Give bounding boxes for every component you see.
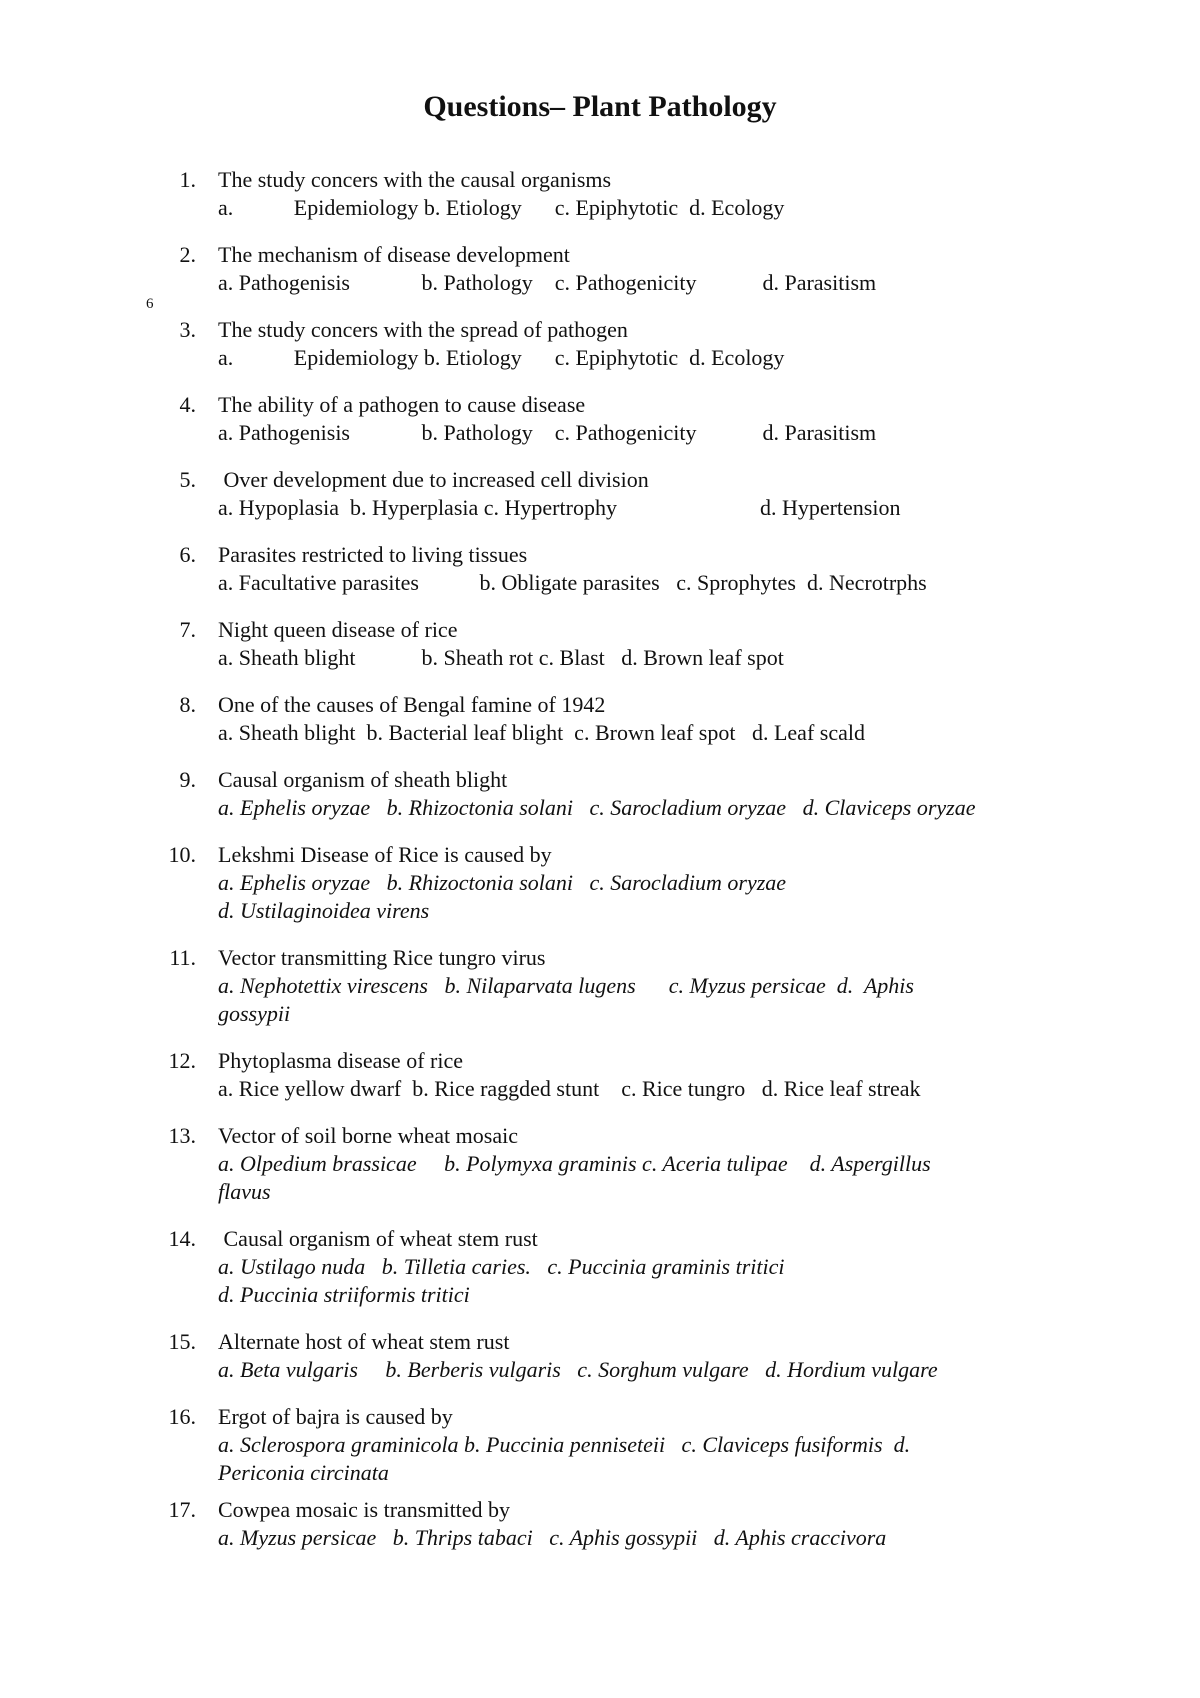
question-number: 14. (168, 1226, 196, 1251)
answer-options (218, 869, 1058, 925)
answer-options (218, 344, 1058, 372)
question-stem: Night queen disease of rice (218, 617, 458, 642)
answer-option-line: a. Ephelis oryzae b. Rhizoctonia solani c. Sarocladium oryzae (218, 870, 787, 895)
question-number: 3. (179, 317, 196, 342)
question-stem: Over development due to increased cell division (218, 467, 649, 492)
answer-option-line: a. Myzus persicae b. Thrips tabaci c. Aphis gossypii d. Aphis craccivora (218, 1525, 887, 1550)
answer-options (218, 194, 1058, 222)
question-number: 11. (169, 945, 196, 970)
answer-option-line: a. Pathogenisis b. Pathology c. Pathogenicity d. Parasitism (218, 420, 877, 445)
question-number: 12. (168, 1048, 196, 1073)
question-stem: Phytoplasma disease of rice (218, 1048, 463, 1073)
answer-option-line: a. Sheath blight b. Sheath rot c. Blast d. Brown leaf spot (218, 645, 784, 670)
answer-options (218, 1253, 1058, 1309)
answer-option-line: d. Ustilaginoidea virens (218, 898, 430, 923)
answer-option-line: Periconia circinata (218, 1460, 389, 1485)
answer-option-line: a. Ephelis oryzae b. Rhizoctonia solani c. Sarocladium oryzae d. Claviceps oryzae (218, 795, 976, 820)
answer-option-line: a. Epidemiology b. Etiology c. Epiphytotic d. Ecology (218, 195, 785, 220)
question-stem: Causal organism of wheat stem rust (218, 1226, 538, 1251)
question-number: 17. (168, 1497, 196, 1522)
answer-option-line: a. Hypoplasia b. Hyperplasia c. Hypertrophy d. Hypertension (218, 495, 901, 520)
question-number: 1. (179, 167, 196, 192)
answer-option-line: a. Beta vulgaris b. Berberis vulgaris c. Sorghum vulgare d. Hordium vulgare (218, 1357, 938, 1382)
question-stem: The study concers with the causal organisms (218, 167, 612, 192)
question-number: 16. (168, 1404, 196, 1429)
question-stem: Parasites restricted to living tissues (218, 542, 528, 567)
answer-options (218, 1356, 1058, 1384)
question-number: 5. (179, 467, 196, 492)
question-number: 4. (179, 392, 196, 417)
answer-option-line: a. Pathogenisis b. Pathology c. Pathogenicity d. Parasitism (218, 270, 877, 295)
answer-options (218, 1431, 1058, 1487)
question-number: 2. (179, 242, 196, 267)
question-number: 10. (168, 842, 196, 867)
answer-options (218, 719, 1058, 747)
answer-options (218, 972, 1058, 1028)
answer-option-line: gossypii (218, 1001, 291, 1026)
answer-options (218, 794, 1058, 822)
answer-options (218, 419, 1058, 447)
question-stem: Causal organism of sheath blight (218, 767, 508, 792)
question-stem: Alternate host of wheat stem rust (218, 1329, 510, 1354)
question-stem: Cowpea mosaic is transmitted by (218, 1497, 511, 1522)
answer-option-line: a. Epidemiology b. Etiology c. Epiphytotic d. Ecology (218, 345, 785, 370)
answer-option-line: a. Olpedium brassicae b. Polymyxa graminis c. Aceria tulipae d. Aspergillus (218, 1151, 931, 1176)
answer-option-line: a. Facultative parasites b. Obligate parasites c. Sprophytes d. Necrotrphs (218, 570, 927, 595)
answer-options (218, 269, 1058, 297)
answer-options (218, 569, 1058, 597)
question-stem: The mechanism of disease development (218, 242, 570, 267)
question-stem: The ability of a pathogen to cause disease (218, 392, 586, 417)
answer-option-line: a. Sclerospora graminicola b. Puccinia penniseteii c. Claviceps fusiformis d. (218, 1432, 911, 1457)
question-stem: Ergot of bajra is caused by (218, 1404, 453, 1429)
question-stem: Vector of soil borne wheat mosaic (218, 1123, 518, 1148)
answer-options (218, 644, 1058, 672)
answer-option-line: d. Puccinia striiformis tritici (218, 1282, 470, 1307)
question-stem: The study concers with the spread of pathogen (218, 317, 628, 342)
answer-options (218, 1524, 1058, 1552)
answer-options (218, 1075, 1058, 1103)
answer-options (218, 1150, 1058, 1206)
answer-option-line: a. Ustilago nuda b. Tilletia caries. c. Puccinia graminis tritici (218, 1254, 785, 1279)
question-stem: One of the causes of Bengal famine of 1942 (218, 692, 606, 717)
question-stem: Lekshmi Disease of Rice is caused by (218, 842, 552, 867)
answer-option-line: a. Rice yellow dwarf b. Rice raggded stunt c. Rice tungro d. Rice leaf streak (218, 1076, 921, 1101)
question-number: 7. (179, 617, 196, 642)
margin-page-mark: 6 (146, 296, 154, 312)
page-title: Questions– Plant Pathology (423, 90, 777, 123)
answer-option-line: flavus (218, 1179, 271, 1204)
answer-options (218, 494, 1058, 522)
answer-option-line: a. Sheath blight b. Bacterial leaf blight c. Brown leaf spot d. Leaf scald (218, 720, 865, 745)
question-stem: Vector transmitting Rice tungro virus (218, 945, 546, 970)
question-number: 15. (168, 1329, 196, 1354)
question-number: 13. (168, 1123, 196, 1148)
question-number: 6. (179, 542, 196, 567)
answer-option-line: a. Nephotettix virescens b. Nilaparvata lugens c. Myzus persicae d. Aphis (218, 973, 914, 998)
question-number: 9. (179, 767, 196, 792)
question-number: 8. (179, 692, 196, 717)
